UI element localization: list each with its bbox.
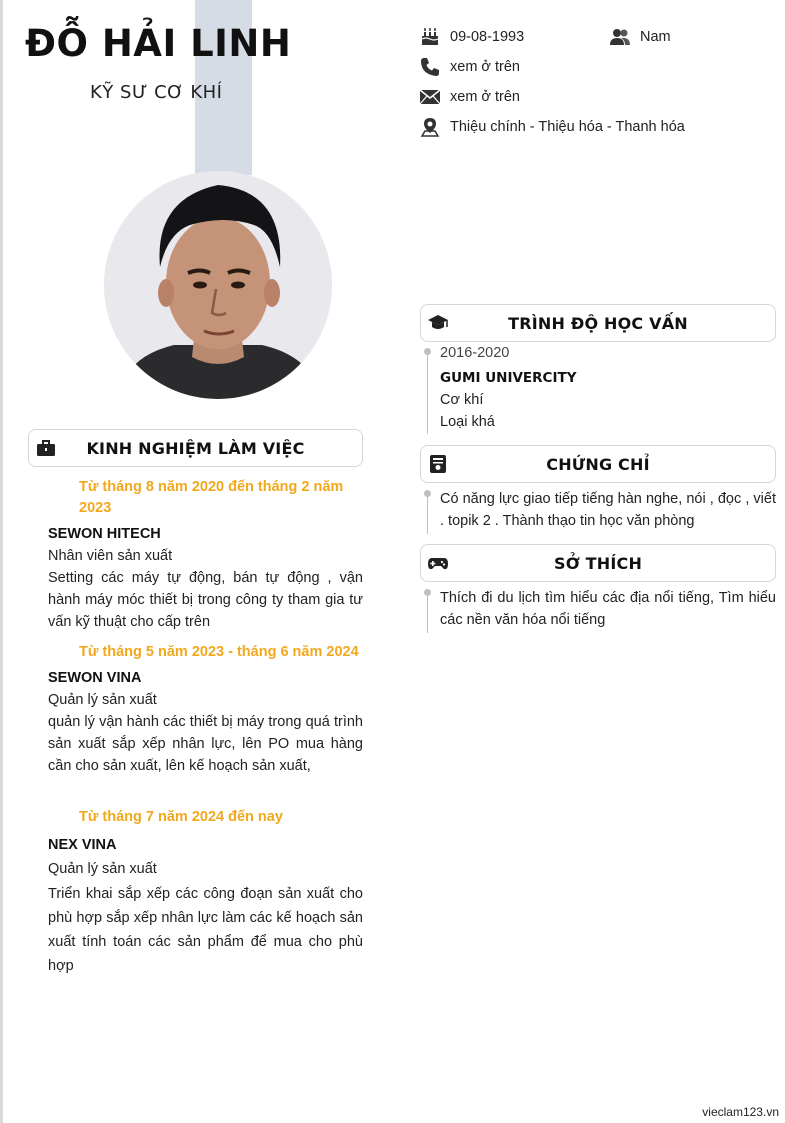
timeline-dot xyxy=(424,348,431,355)
avatar xyxy=(104,171,332,399)
timeline-dot xyxy=(424,490,431,497)
birthday-cake-icon xyxy=(420,27,440,47)
phone-icon xyxy=(420,57,440,77)
experience-heading: KINH NGHIỆM LÀM VIỆC xyxy=(86,438,305,458)
experience-position: Nhân viên sản xuất xyxy=(48,548,173,564)
education-timeline xyxy=(420,342,780,434)
education-major: Cơ khí xyxy=(440,392,484,408)
timeline-line xyxy=(427,350,428,434)
timeline-line xyxy=(427,593,428,633)
experience-description: quản lý vận hành các thiết bị máy trong quá trình sản xuất sắp xếp nhân lực, lên PO mua hàng cần cho sản xuất, lên kế hoạch sản xuất, xyxy=(48,714,363,774)
certificates-section-header xyxy=(420,445,776,483)
hobbies-text: Thích đi du lịch tìm hiểu các địa nổi tiếng, Tìm hiểu các nền văn hóa nổi tiếng xyxy=(440,590,776,628)
certificate-icon xyxy=(427,453,449,475)
email-value: xem ở trên xyxy=(450,89,520,105)
certificates-timeline xyxy=(420,488,780,534)
experience-company: SEWON HITECH xyxy=(48,526,161,542)
graduation-cap-icon xyxy=(427,312,449,334)
experience-section-header xyxy=(28,429,363,467)
education-school: GUMI UNIVERCITY xyxy=(440,370,577,386)
gamepad-icon xyxy=(427,552,449,574)
page-left-border xyxy=(0,0,3,1123)
hobbies-heading: SỞ THÍCH xyxy=(553,553,643,573)
address-value: Thiệu chính - Thiệu hóa - Thanh hóa xyxy=(450,119,685,135)
experience-position: Quản lý sản xuất xyxy=(48,692,157,708)
location-pin-icon xyxy=(420,117,440,137)
job-title: KỸ SƯ CƠ KHÍ xyxy=(90,82,223,103)
experience-position: Quản lý sản xuất xyxy=(48,861,157,877)
education-years: 2016-2020 xyxy=(440,345,510,361)
experience-company: NEX VINA xyxy=(48,837,117,853)
hobbies-section-header xyxy=(420,544,776,582)
contact-phone xyxy=(420,57,520,77)
education-heading: TRÌNH ĐỘ HỌC VẤN xyxy=(508,313,688,333)
contact-birthday xyxy=(420,27,524,47)
experience-company: SEWON VINA xyxy=(48,670,142,686)
education-grade: Loại khá xyxy=(440,414,495,430)
experience-item xyxy=(48,477,363,633)
briefcase-icon xyxy=(35,437,57,459)
gender-value: Nam xyxy=(640,29,671,45)
hobbies-timeline xyxy=(420,587,780,633)
experience-time: Từ tháng 8 năm 2020 đến tháng 2 năm 2023 xyxy=(79,479,344,516)
certificates-text: Có năng lực giao tiếp tiếng hàn nghe, nói , đọc , viết . topik 2 . Thành thạo tin học văn phòng xyxy=(440,491,776,529)
portrait-photo xyxy=(104,171,332,399)
contact-gender xyxy=(610,27,671,47)
experience-item xyxy=(48,642,363,777)
birthday-value: 09-08-1993 xyxy=(450,29,525,45)
candidate-name: ĐỖ HẢI LINH xyxy=(25,22,292,65)
phone-value: xem ở trên xyxy=(450,59,520,75)
education-section-header xyxy=(420,304,776,342)
timeline-line xyxy=(427,494,428,534)
contact-address xyxy=(420,117,685,137)
experience-item xyxy=(48,807,363,978)
timeline-dot xyxy=(424,589,431,596)
contact-email xyxy=(420,87,520,107)
experience-time: Từ tháng 7 năm 2024 đến nay xyxy=(79,809,283,825)
experience-description: Triển khai sắp xếp các công đoạn sản xuất cho phù hợp sắp xếp nhân lực làm các kế hoạch sản xuất tính toán các sản phẩm để mua cho phù hợp xyxy=(48,886,363,974)
gender-icon xyxy=(610,27,630,47)
footer-site: vieclam123.vn xyxy=(702,1105,779,1119)
mail-icon xyxy=(420,87,440,107)
experience-description: Setting các máy tự động, bán tự động , vận hành máy móc thiết bị trong công ty tham gia tư vấn kỹ thuật cho cấp trên xyxy=(48,570,363,630)
certificates-heading: CHỨNG CHỈ xyxy=(546,454,650,474)
experience-time: Từ tháng 5 năm 2023 - tháng 6 năm 2024 xyxy=(79,644,359,660)
